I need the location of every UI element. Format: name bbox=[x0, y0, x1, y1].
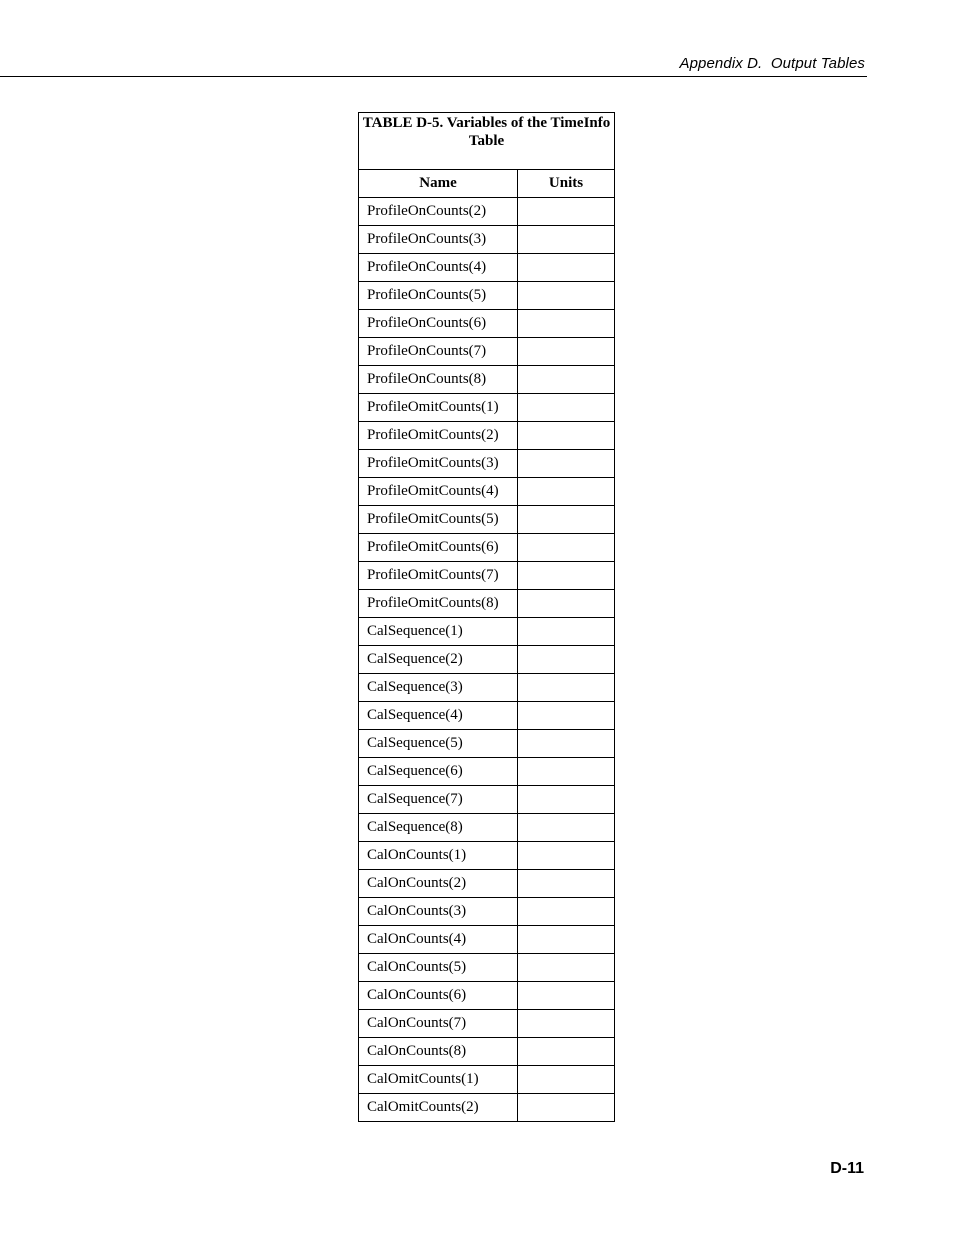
variable-name-cell: CalOnCounts(4) bbox=[359, 926, 518, 954]
variable-units-cell bbox=[518, 338, 615, 366]
column-header-name: Name bbox=[359, 170, 518, 198]
table-row bbox=[359, 926, 615, 954]
variable-units-cell bbox=[518, 1010, 615, 1038]
table-row bbox=[359, 982, 615, 1010]
table-row bbox=[359, 786, 615, 814]
variables-table bbox=[358, 112, 615, 1122]
variable-units-cell bbox=[518, 870, 615, 898]
variable-name-cell: CalOnCounts(8) bbox=[359, 1038, 518, 1066]
variable-units-cell bbox=[518, 730, 615, 758]
table-row bbox=[359, 730, 615, 758]
variable-units-cell bbox=[518, 702, 615, 730]
variable-units-cell bbox=[518, 450, 615, 478]
variable-name-cell: CalOnCounts(6) bbox=[359, 982, 518, 1010]
variable-units-cell bbox=[518, 366, 615, 394]
variable-units-cell bbox=[518, 1038, 615, 1066]
variable-name-cell: CalSequence(3) bbox=[359, 674, 518, 702]
table-row bbox=[359, 254, 615, 282]
variable-units-cell bbox=[518, 394, 615, 422]
table-row bbox=[359, 646, 615, 674]
table-row bbox=[359, 1066, 615, 1094]
table-row bbox=[359, 702, 615, 730]
variable-units-cell bbox=[518, 646, 615, 674]
running-header: Appendix D. Output Tables bbox=[679, 55, 865, 72]
table-row bbox=[359, 758, 615, 786]
variable-units-cell bbox=[518, 1094, 615, 1122]
variable-units-cell bbox=[518, 310, 615, 338]
variable-name-cell: ProfileOmitCounts(4) bbox=[359, 478, 518, 506]
table-row bbox=[359, 422, 615, 450]
variable-units-cell bbox=[518, 814, 615, 842]
variable-units-cell bbox=[518, 898, 615, 926]
variable-units-cell bbox=[518, 842, 615, 870]
variable-name-cell: ProfileOnCounts(7) bbox=[359, 338, 518, 366]
table-row bbox=[359, 478, 615, 506]
variable-units-cell bbox=[518, 1066, 615, 1094]
table-row bbox=[359, 506, 615, 534]
table-row bbox=[359, 366, 615, 394]
variable-name-cell: CalOmitCounts(2) bbox=[359, 1094, 518, 1122]
table-row bbox=[359, 674, 615, 702]
variable-name-cell: ProfileOmitCounts(3) bbox=[359, 450, 518, 478]
variable-name-cell: ProfileOnCounts(3) bbox=[359, 226, 518, 254]
variable-name-cell: CalSequence(2) bbox=[359, 646, 518, 674]
variable-units-cell bbox=[518, 282, 615, 310]
variable-name-cell: CalSequence(4) bbox=[359, 702, 518, 730]
table-row bbox=[359, 842, 615, 870]
variable-name-cell: CalSequence(6) bbox=[359, 758, 518, 786]
table-row bbox=[359, 1010, 615, 1038]
variable-name-cell: CalSequence(8) bbox=[359, 814, 518, 842]
variable-name-cell: CalSequence(7) bbox=[359, 786, 518, 814]
variable-units-cell bbox=[518, 562, 615, 590]
table-row bbox=[359, 562, 615, 590]
table-row bbox=[359, 450, 615, 478]
variable-name-cell: CalOnCounts(2) bbox=[359, 870, 518, 898]
variable-units-cell bbox=[518, 198, 615, 226]
variable-name-cell: ProfileOmitCounts(1) bbox=[359, 394, 518, 422]
variable-name-cell: ProfileOmitCounts(2) bbox=[359, 422, 518, 450]
variable-name-cell: CalOmitCounts(1) bbox=[359, 1066, 518, 1094]
table-body bbox=[359, 198, 615, 1122]
variable-units-cell bbox=[518, 478, 615, 506]
header-rule bbox=[0, 76, 867, 77]
variable-units-cell bbox=[518, 254, 615, 282]
table-row bbox=[359, 590, 615, 618]
variable-name-cell: CalOnCounts(5) bbox=[359, 954, 518, 982]
variable-units-cell bbox=[518, 786, 615, 814]
table-header-row bbox=[359, 170, 615, 198]
variable-units-cell bbox=[518, 954, 615, 982]
variable-name-cell: CalSequence(1) bbox=[359, 618, 518, 646]
variable-name-cell: ProfileOmitCounts(6) bbox=[359, 534, 518, 562]
variables-table-container bbox=[358, 112, 614, 1122]
variable-units-cell bbox=[518, 758, 615, 786]
variable-name-cell: ProfileOmitCounts(5) bbox=[359, 506, 518, 534]
variable-units-cell bbox=[518, 618, 615, 646]
variable-name-cell: ProfileOmitCounts(7) bbox=[359, 562, 518, 590]
table-caption: TABLE D-5. Variables of the TimeInfo Table bbox=[359, 113, 615, 170]
table-row bbox=[359, 954, 615, 982]
variable-name-cell: ProfileOnCounts(2) bbox=[359, 198, 518, 226]
table-row bbox=[359, 870, 615, 898]
table-row bbox=[359, 198, 615, 226]
variable-units-cell bbox=[518, 982, 615, 1010]
variable-name-cell: ProfileOnCounts(8) bbox=[359, 366, 518, 394]
variable-units-cell bbox=[518, 534, 615, 562]
table-row bbox=[359, 618, 615, 646]
variable-name-cell: CalOnCounts(7) bbox=[359, 1010, 518, 1038]
variable-name-cell: ProfileOnCounts(6) bbox=[359, 310, 518, 338]
variable-name-cell: CalSequence(5) bbox=[359, 730, 518, 758]
variable-units-cell bbox=[518, 926, 615, 954]
variable-units-cell bbox=[518, 422, 615, 450]
table-row bbox=[359, 394, 615, 422]
variable-name-cell: CalOnCounts(3) bbox=[359, 898, 518, 926]
table-row bbox=[359, 814, 615, 842]
table-caption-row bbox=[359, 113, 615, 170]
variable-units-cell bbox=[518, 226, 615, 254]
variable-units-cell bbox=[518, 506, 615, 534]
page-number: D-11 bbox=[830, 1160, 864, 1177]
variable-name-cell: ProfileOmitCounts(8) bbox=[359, 590, 518, 618]
variable-name-cell: ProfileOnCounts(5) bbox=[359, 282, 518, 310]
table-row bbox=[359, 898, 615, 926]
table-row bbox=[359, 282, 615, 310]
table-row bbox=[359, 338, 615, 366]
column-header-units: Units bbox=[518, 170, 615, 198]
variable-name-cell: CalOnCounts(1) bbox=[359, 842, 518, 870]
table-row bbox=[359, 1038, 615, 1066]
variable-name-cell: ProfileOnCounts(4) bbox=[359, 254, 518, 282]
table-row bbox=[359, 1094, 615, 1122]
variable-units-cell bbox=[518, 674, 615, 702]
variable-units-cell bbox=[518, 590, 615, 618]
table-row bbox=[359, 226, 615, 254]
table-row bbox=[359, 310, 615, 338]
table-row bbox=[359, 534, 615, 562]
